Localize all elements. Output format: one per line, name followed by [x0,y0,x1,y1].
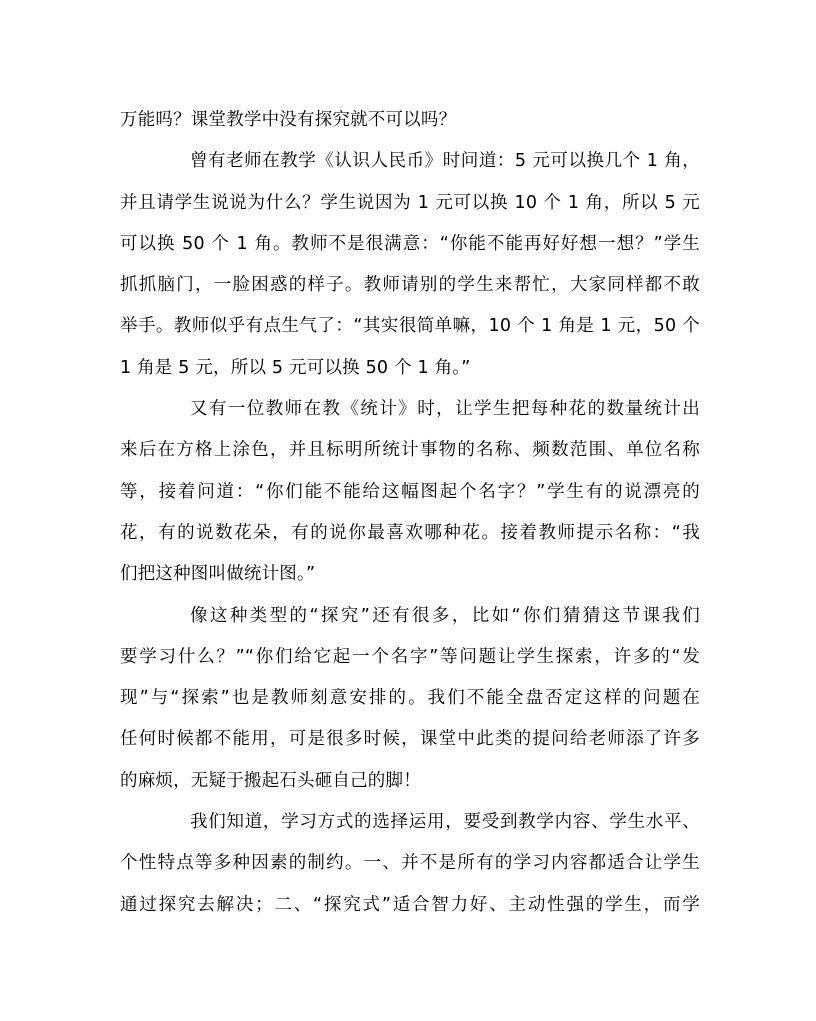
paragraph-start-line: 又有一位教师在教《统计》时，让学生把每种花的数量统计出 [190,399,700,420]
text-line: 现”与“探索”也是教师刻意安排的。我们不能全盘否定这样的问题在 [120,688,700,709]
text-line: 1 角是 5 元，所以 5 元可以换 50 个 1 角。” [120,357,471,378]
text-line: 举手。教师似乎有点生气了：“其实很简单嘛，10 个 1 角是 1 元，50 个 [120,316,700,337]
text-line: 等，接着问道：“你们能不能给这幅图起个名字？”学生有的说漂亮的 [120,481,700,502]
text-line: 万能吗？课堂教学中没有探究就不可以吗？ [120,110,457,130]
text-line: 来后在方格上涂色，并且标明所统计事物的名称、频数范围、单位名称 [120,440,700,461]
text-line: 并且请学生说说为什么？学生说因为 1 元可以换 10 个 1 角，所以 5 元 [120,192,700,213]
text-line: 花，有的说数花朵，有的说你最喜欢哪种花。接着教师提示名称：“我 [120,522,700,543]
text-line: 通过探究去解决；二、“探究式”适合智力好、主动性强的学生，而学 [120,894,700,915]
text-line: 们把这种图叫做统计图。” [120,564,316,585]
text-line: 任何时候都不能用，可是很多时候，课堂中此类的提问给老师添了许多 [120,729,700,750]
text-line: 要学习什么？”“你们给它起一个名字”等问题让学生探索，许多的“发 [120,646,700,667]
paragraph-start-line: 像这种类型的“探究”还有很多，比如“你们猜猜这节课我们 [190,605,700,626]
document-body [120,100,700,926]
text-line: 抓抓脑门，一脸困惑的样子。教师请别的学生来帮忙，大家同样都不敢 [120,275,700,296]
paragraph-start-line: 曾有老师在教学《认识人民币》时问道：5 元可以换几个 1 角， [190,151,700,172]
text-line: 的麻烦，无疑于搬起石头砸自己的脚！ [120,770,421,791]
text-line: 个性特点等多种因素的制约。一、并不是所有的学习内容都适合让学生 [120,853,700,874]
text-line: 可以换 50 个 1 角。教师不是很满意：“你能不能再好好想一想？”学生 [120,233,700,254]
paragraph-start-line: 我们知道，学习方式的选择运用，要受到教学内容、学生水平、 [190,812,700,833]
